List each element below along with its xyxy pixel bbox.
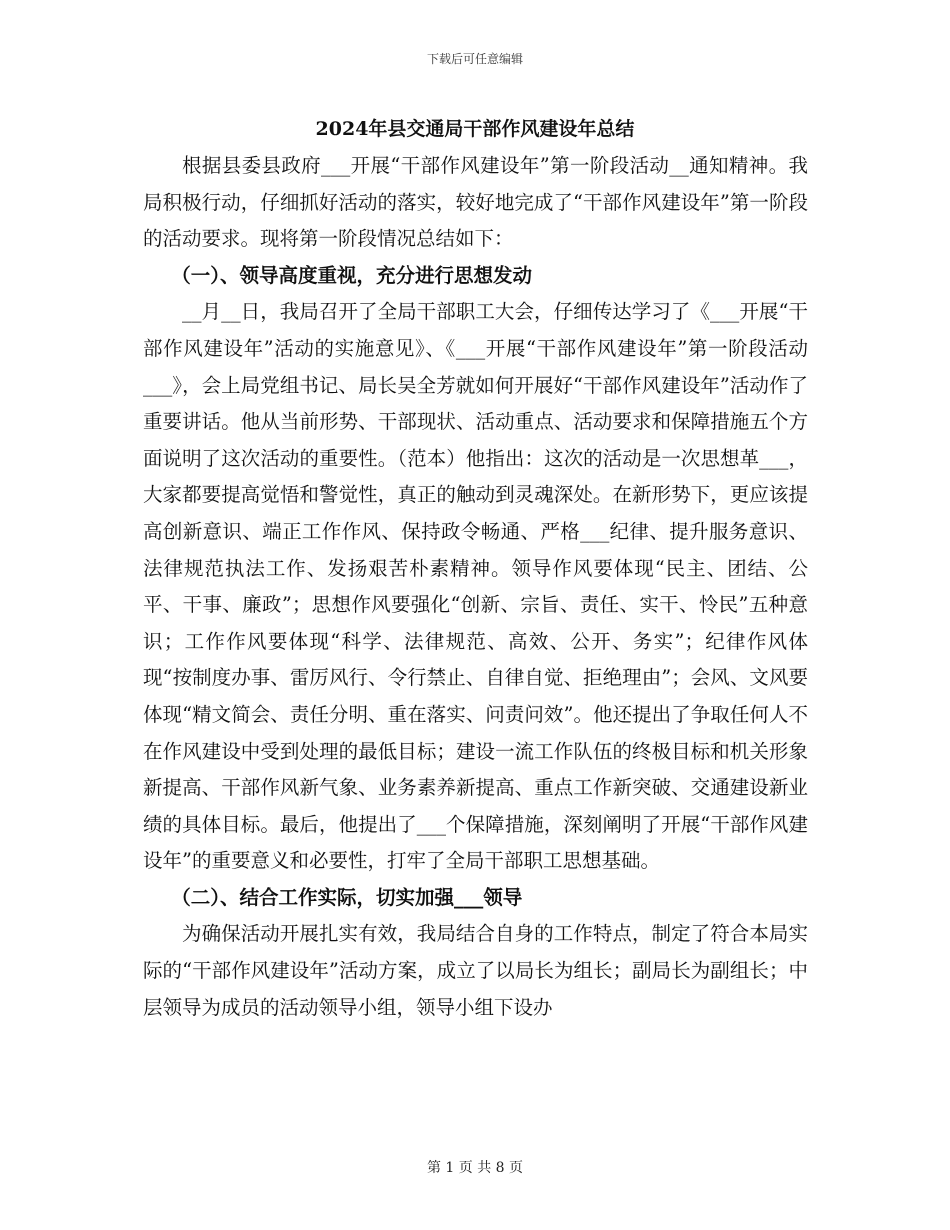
section-heading-1: （一）、领导高度重视，充分进行思想发动 — [171, 263, 533, 287]
paragraph-section-1: __月__日，我局召开了全局干部职工大会，仔细传达学习了《___开展“干部作风建设年”活动的实施意见》、《___开展“干部作风建设年”第一阶段活动___》，会上局党组书记、局长吴全芳就如何开展好“干部作风建设年”活动作了重要讲话。他从当前形势、干部现状、活动重点、活动要求和保障措施五个方面说明了这次活动的重要性。（范本）他指出：这次的活动是一次思想革___，大家都要提高觉悟和警觉性，真正的触动到灵魂深处。在新形势下，更应该提高创新意识、端正工作作风、保持政令畅通、严格___纪律、提升服务意识、法律规范执法工作、发扬艰苦朴素精神。领导作风要体现“民主、团结、公平、干事、廉政”；思想作风要强化“创新、宗旨、责任、实干、怜民”五种意识；工作作风要体现“科学、法律规范、高效、公开、务实”；纪律作风体现“按制度办事、雷厉风行、令行禁止、自律自觉、拒绝理由”；会风、文风要体现“精文简会、责任分明、重在落实、问责问效”。他还提出了争取任何人不在作风建设中受到处理的最低目标；建设一流工作队伍的终极目标和机关形象新提高、干部作风新气象、业务素养新提高、重点工作新突破、交通建设新业绩的具体目标。最后，他提出了___个保障措施，深刻阐明了开展“干部作风建设年”的重要意义和必要性，打牢了全局干部职工思想基础。 — [143, 300, 808, 873]
paragraph-intro: 根据县委县政府___开展“干部作风建设年”第一阶段活动__通知精神。我局积极行动，仔细抓好活动的落实，较好地完成了“干部作风建设年”第一阶段的活动要求。现将第一阶段情况总结如下： — [143, 154, 808, 251]
document-title: 2024年县交通局干部作风建设年总结 — [315, 118, 635, 140]
page-number-footer: 第 1 页 共 8 页 — [426, 1160, 524, 1176]
section-heading-2: （二）、结合工作实际，切实加强___领导 — [171, 885, 523, 909]
document-body — [143, 148, 808, 1026]
paragraph-section-2: 为确保活动开展扎实有效，我局结合自身的工作特点，制定了符合本局实际的“干部作风建设年”活动方案，成立了以局长为组长；副局长为副组长；中层领导为成员的活动领导小组，领导小组下设办 — [143, 922, 808, 1019]
page-header-note: 下载后可任意编辑 — [426, 52, 523, 66]
